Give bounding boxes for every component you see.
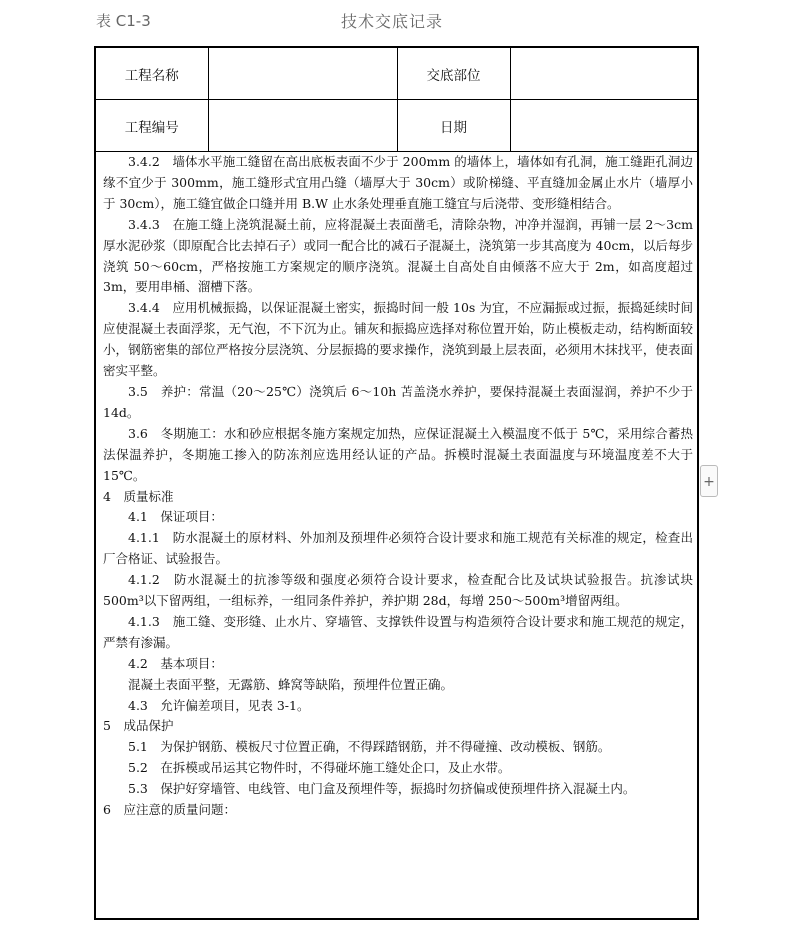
project-number-value[interactable] xyxy=(208,100,397,152)
paragraph: 4.1.3 施工缝、变形缝、止水片、穿墙管、支撑铁件设置与构造须符合设计要求和施工规范的规定，严禁有渗漏。 xyxy=(103,613,693,650)
paragraph: 5.1 为保护钢筋、模板尺寸位置正确，不得踩踏钢筋，并不得碰撞、改动模板、钢筋。 xyxy=(128,739,611,755)
date-label: 日期 xyxy=(397,100,510,152)
section-heading: 6 应注意的质量问题： xyxy=(103,802,236,818)
date-value[interactable] xyxy=(510,100,697,152)
disclosure-part-label: 交底部位 xyxy=(397,48,510,100)
project-number-label: 工程编号 xyxy=(96,100,208,152)
paragraph: 5.3 保护好穿墙管、电线管、电门盒及预埋件等，振捣时勿挤偏或使预埋件挤入混凝土内。 xyxy=(128,781,636,797)
paragraph: 3.4.3 在施工缝上浇筑混凝土前，应将混凝土表面凿毛，清除杂物，冲净并湿润，再铺一层 2～3cm 厚水泥砂浆（即原配合比去掉石子）或同一配合比的减石子混凝土，浇筑第一步其高度为 40cm，以后每步浇筑 50～60cm，严格按施工方案规定的顺序浇筑。混凝土自高处自由倾落不应大于 2m，如高度超过 3m，要用串桶、溜槽下落。 xyxy=(103,216,693,295)
info-row-1 xyxy=(96,48,697,100)
project-name-value[interactable] xyxy=(208,48,397,100)
paragraph: 3.4.2 墙体水平施工缝留在高出底板表面不少于 200mm 的墙体上，墙体如有孔洞，施工缝距孔洞边缘不宜少于 300mm，施工缝形式宜用凸缝（墙厚大于 30cm）或阶梯缝、平直缝加金属止水片（墙厚小于 30cm），施工缝宜做企口缝并用 B.W 止水条处理垂直施工缝宜与后浇带、变形缝相结合。 xyxy=(103,154,693,211)
paragraph: 3.4.4 应用机械振捣，以保证混凝土密实，振捣时间一般 10s 为宜，不应漏振或过振，振捣延续时间应使混凝土表面浮浆，无气泡，不下沉为止。铺灰和振捣应选择对称位置开始，防止模板走动，结构断面较小，钢筋密集的部位严格按分层浇筑、分层振捣的要求操作，浇筑到最上层表面，必须用木抹找平，使表面密实平整。 xyxy=(103,300,693,379)
paragraph: 4.1 保证项目： xyxy=(128,509,223,525)
paragraph: 4.1.1 防水混凝土的原材料、外加剂及预埋件必须符合设计要求和施工规范有关标准的规定，检查出厂合格证、试验报告。 xyxy=(103,530,693,567)
paragraph: 4.1.2 防水混凝土的抗渗等级和强度必须符合设计要求，检查配合比及试块试验报告。抗渗试块 500m³以下留两组，一组标养，一组同条件养护，养护期 28d，每增 250～500m³增留两组。 xyxy=(103,572,693,609)
paragraph: 4.2 基本项目： xyxy=(128,655,223,671)
section-heading: 4 质量标准 xyxy=(103,488,174,504)
expand-plus-button[interactable]: + xyxy=(700,465,718,497)
form-frame xyxy=(94,46,699,920)
paragraph: 3.5 养护：常温（20～25℃）浇筑后 6～10h 苫盖浇水养护，要保持混凝土表面湿润，养护不少于 14d。 xyxy=(103,383,693,420)
paragraph: 3.6 冬期施工：水和砂应根据冬施方案规定加热，应保证混凝土入模温度不低于 5℃，采用综合蓄热法保温养护，冬期施工掺入的防冻剂应选用经认证的产品。拆模时混凝土表面温度与环境温度差不大于 15℃。 xyxy=(103,425,693,483)
info-row-2 xyxy=(96,100,697,152)
document-title: 技术交底记录 xyxy=(341,12,444,31)
project-name-label: 工程名称 xyxy=(96,48,208,100)
form-code: 表 C1-3 xyxy=(96,12,151,30)
disclosure-content xyxy=(103,152,693,821)
info-table xyxy=(96,48,697,152)
section-heading: 5 成品保护 xyxy=(103,718,174,734)
paragraph: 4.3 允许偏差项目，见表 3-1。 xyxy=(128,697,310,713)
paragraph: 5.2 在拆模或吊运其它物件时，不得碰坏施工缝处企口，及止水带。 xyxy=(128,760,511,776)
paragraph: 混凝土表面平整，无露筋、蜂窝等缺陷，预埋件位置正确。 xyxy=(128,676,454,692)
disclosure-part-value[interactable] xyxy=(510,48,697,100)
